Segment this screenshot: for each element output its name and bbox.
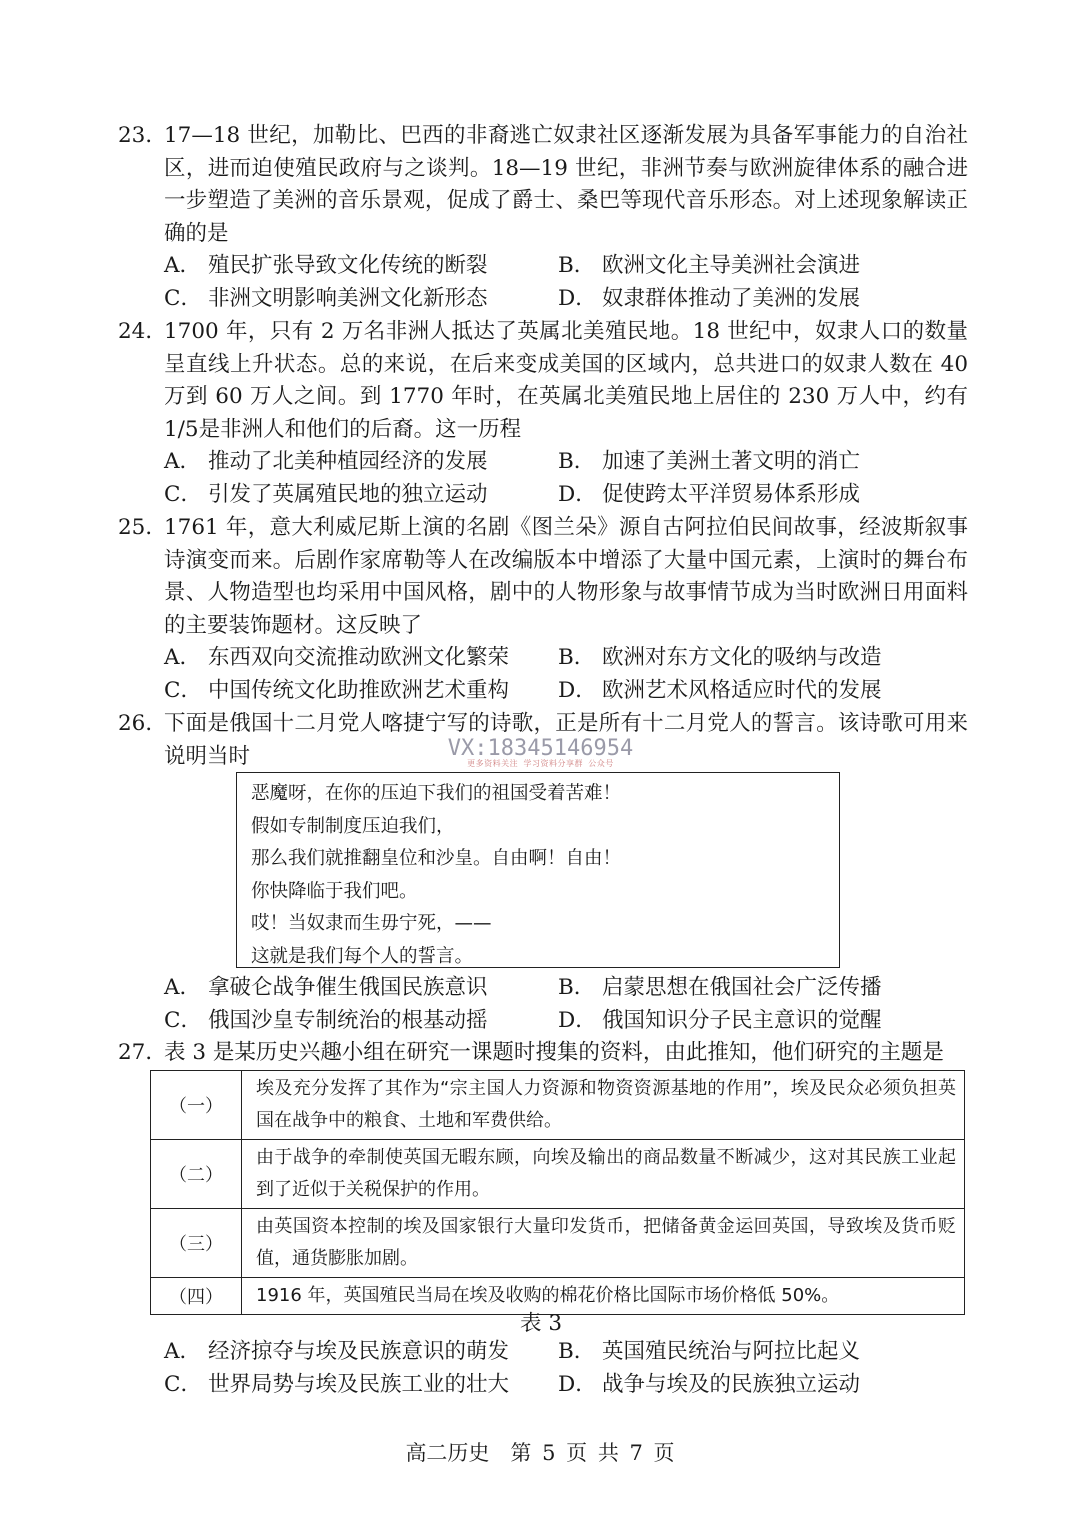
page-footer: 高二历史 第 5 页 共 7 页: [405, 1441, 675, 1465]
poem-line: 哎！当奴隶而生毋宁死，——: [251, 913, 492, 934]
option-a: A． 推动了北美种植园经济的发展: [164, 449, 488, 474]
question-number: 25．: [118, 515, 167, 540]
question-number: 27．: [118, 1040, 167, 1065]
poem-line: 恶魔呀，在你的压迫下我们的祖国受着苦难！: [251, 783, 622, 804]
poem-line: 假如专制制度压迫我们，: [251, 815, 455, 837]
option-b: B． 启蒙思想在俄国社会广泛传播: [558, 975, 882, 1000]
row-text: 由英国资本控制的埃及国家银行大量印发货币，把储备黄金运回英国，导致埃及货币贬值，通货膨胀加剧。: [242, 1209, 965, 1278]
option-a: A． 经济掠夺与埃及民族意识的萌发: [164, 1339, 510, 1364]
option-c: C． 非洲文明影响美洲文化新形态: [164, 285, 488, 311]
poem-line: 你快降临于我们吧。: [251, 880, 418, 902]
question-number: 24．: [118, 319, 167, 344]
table-row: [151, 1140, 965, 1209]
question-24: [118, 316, 968, 511]
option-b: B． 加速了美洲土著文明的消亡: [558, 449, 861, 474]
row-text: 1916 年，英国殖民当局在埃及收购的棉花价格比国际市场价格低 50%。: [242, 1278, 965, 1315]
option-c: C． 中国传统文化助推欧洲艺术重构: [164, 677, 510, 703]
row-label: （三）: [151, 1209, 242, 1278]
option-d: D． 欧洲艺术风格适应时代的发展: [558, 677, 882, 703]
question-number: 23．: [118, 123, 167, 148]
option-b: B． 欧洲对东方文化的吸纳与改造: [558, 645, 882, 670]
question-stem: 下面是俄国十二月党人喀捷宁写的诗歌，正是所有十二月党人的誓言。该诗歌可用来说明当时: [164, 711, 968, 769]
poem-box: [236, 772, 840, 968]
question-stem: 1700 年，只有 2 万名非洲人抵达了英属北美殖民地。18 世纪中，奴隶人口的数量呈直线上升状态。总的来说，在后来变成美国的区域内，总共进口的奴隶人数在 40 万到 60 万人之间。到 1770 年时，在英属北美殖民地上居住的 230 万人中，约有 1/5是非洲人和他们的后裔。这一历程: [164, 319, 968, 442]
question-27: [118, 1037, 968, 1070]
option-a: A． 殖民扩张导致文化传统的断裂: [164, 253, 488, 278]
row-label: （四）: [151, 1278, 242, 1315]
table-row: [151, 1071, 965, 1140]
row-text: 埃及充分发挥了其作为“宗主国人力资源和物资资源基地的作用”，埃及民众必须负担英国在战争中的粮食、土地和军费供给。: [242, 1071, 965, 1140]
question-stem: 1761 年，意大利威尼斯上演的名剧《图兰朵》源自古阿拉伯民间故事，经波斯叙事诗演变而来。后剧作家席勒等人在改编版本中增添了大量中国元素，上演时的舞台布景、人物造型也均采用中国风格，剧中的人物形象与故事情节成为当时欧洲日用面料的主要装饰题材。这反映了: [164, 515, 968, 638]
option-b: B． 欧洲文化主导美洲社会演进: [558, 253, 861, 278]
row-text: 由于战争的牵制使英国无暇东顾，向埃及输出的商品数量不断减少，这对其民族工业起到了近似于关税保护的作用。: [242, 1140, 965, 1209]
question-stem: 表 3 是某历史兴趣小组在研究一课题时搜集的资料，由此推知，他们研究的主题是: [164, 1040, 944, 1065]
question-25: [118, 512, 968, 707]
watermark: VX:18345146954 更多资料关注 学习资料分享群 公众号: [447, 736, 634, 768]
question-27-options: [164, 1336, 984, 1401]
option-d: D． 战争与埃及的民族独立运动: [558, 1371, 861, 1397]
poem-line: 这就是我们每个人的誓言。: [251, 945, 474, 967]
question-stem: 17—18 世纪，加勒比、巴西的非裔逃亡奴隶社区逐渐发展为具备军事能力的自治社区，进而迫使殖民政府与之谈判。18—19 世纪，非洲节奏与欧洲旋律体系的融合进一步塑造了美洲的音乐景观，促成了爵士、桑巴等现代音乐形态。对上述现象解读正确的是: [164, 123, 968, 246]
table-row: [151, 1209, 965, 1278]
row-label: （二）: [151, 1140, 242, 1209]
option-a: A． 拿破仑战争催生俄国民族意识: [164, 975, 488, 1000]
option-d: D． 俄国知识分子民主意识的觉醒: [558, 1007, 882, 1033]
question-26-options: [118, 972, 968, 1037]
table-caption: 表 3: [520, 1311, 563, 1336]
option-c: C． 俄国沙皇专制统治的根基动摇: [164, 1007, 488, 1033]
question-23: [118, 120, 968, 315]
option-a: A． 东西双向交流推动欧洲文化繁荣: [164, 645, 510, 670]
table-3: [150, 1070, 965, 1315]
option-b: B． 英国殖民统治与阿拉比起义: [558, 1339, 861, 1364]
option-d: D． 促使跨太平洋贸易体系形成: [558, 481, 861, 507]
poem-line: 那么我们就推翻皇位和沙皇。自由啊！自由！: [251, 848, 622, 869]
option-c: C． 世界局势与埃及民族工业的壮大: [164, 1371, 510, 1397]
option-c: C． 引发了英属殖民地的独立运动: [164, 481, 488, 507]
row-label: （一）: [151, 1071, 242, 1140]
question-number: 26．: [118, 711, 167, 736]
option-d: D． 奴隶群体推动了美洲的发展: [558, 285, 861, 311]
